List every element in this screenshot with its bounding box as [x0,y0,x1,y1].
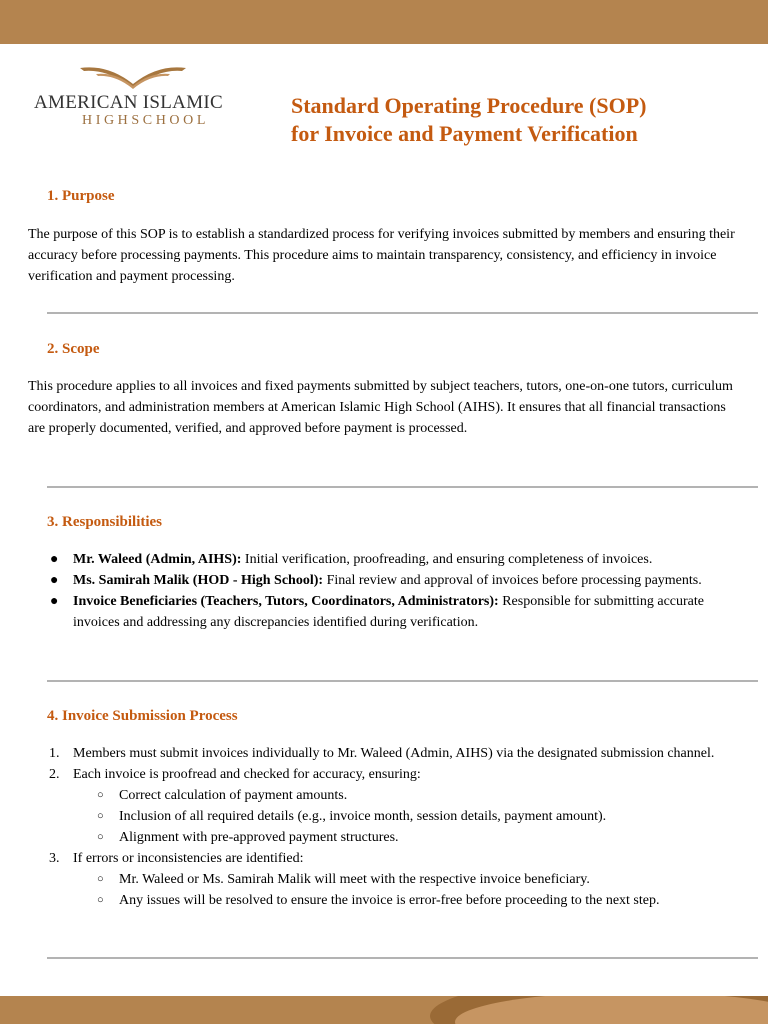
sub-item-text: Inclusion of all required details (e.g., invoice month, session details, payment amount). [119,809,607,824]
sub-list [73,785,748,848]
step-text: Each invoice is proofread and checked for accuracy, ensuring: [73,767,421,782]
purpose-text: The purpose of this SOP is to establish a standardized process for verifying invoices submitted by members and ensuring their accuracy before processing payments. This procedure aims to maintain transparency, consistency, and efficiency in invoice verification and payment processing. [28,227,735,284]
divider [47,486,758,488]
sub-item-text: Correct calculation of payment amounts. [119,788,348,803]
page-title [291,92,751,148]
list-item [28,591,748,633]
logo-text-line2: HIGHSCHOOL [82,113,209,128]
sub-item-text: Alignment with pre-approved payment structures. [119,830,399,845]
step-number: 3. [49,851,60,866]
role-name: Invoice Beneficiaries (Teachers, Tutors, Coordinators, Administrators): [73,594,499,609]
responsibilities-heading: 3. Responsibilities [47,514,163,530]
role-name: Ms. Samirah Malik (HOD - High School): [73,573,324,588]
list-item [28,848,748,911]
step-number: 2. [49,767,60,782]
sub-item-text: Any issues will be resolved to ensure the invoice is error-free before proceeding to the next step. [119,893,660,908]
sub-list-item [73,806,748,827]
bullet-icon: ● [50,552,59,567]
scope-text: This procedure applies to all invoices and fixed payments submitted by subject teachers, tutors, one-on-one tutors, curriculum coordinators, and administration members at American Islamic High School (AIHS). It ensures that all financial transactions are properly documented, verified, and approved before payment is processed. [28,379,733,436]
role-description: Initial verification, proofreading, and ensuring completeness of invoices. [241,552,653,567]
sub-list-item [73,785,748,806]
divider [47,312,758,314]
school-logo [34,62,234,134]
logo-text-line1: AMERICAN ISLAMIC [34,92,224,113]
header-band [0,0,768,44]
role-name: Mr. Waleed (Admin, AIHS): [73,552,242,567]
role-description: Responsible for submitting accurate invoices and addressing any discrepancies identified during verification. [73,594,704,630]
divider [47,957,758,959]
submission-heading: 4. Invoice Submission Process [47,708,238,724]
step-text: Members must submit invoices individually to Mr. Waleed (Admin, AIHS) via the designated submission channel. [73,746,715,761]
circle-bullet-icon: ○ [97,810,104,822]
circle-bullet-icon: ○ [97,789,104,801]
list-item [28,743,748,764]
list-item [28,764,748,848]
responsibilities-list [28,549,748,633]
step-text: If errors or inconsistencies are identified: [73,851,304,866]
title-line1: Standard Operating Procedure (SOP) [291,93,647,118]
sub-item-text: Mr. Waleed or Ms. Samirah Malik will meet with the respective invoice beneficiary. [119,872,590,887]
step-number: 1. [49,746,60,761]
list-item [28,549,748,570]
circle-bullet-icon: ○ [97,873,104,885]
title-line2: for Invoice and Payment Verification [291,121,638,146]
list-item [28,570,748,591]
sub-list-item [73,890,748,911]
scope-heading: 2. Scope [47,341,100,357]
circle-bullet-icon: ○ [97,831,104,843]
bullet-icon: ● [50,594,59,609]
role-description: Final review and approval of invoices before processing payments. [323,573,702,588]
divider [47,680,758,682]
purpose-heading: 1. Purpose [47,188,115,204]
sub-list-item [73,869,748,890]
bullet-icon: ● [50,573,59,588]
open-book-icon [78,62,188,92]
footer-band [0,996,768,1024]
submission-steps [28,743,748,911]
circle-bullet-icon: ○ [97,894,104,906]
sub-list [73,869,748,911]
sub-list-item [73,827,748,848]
